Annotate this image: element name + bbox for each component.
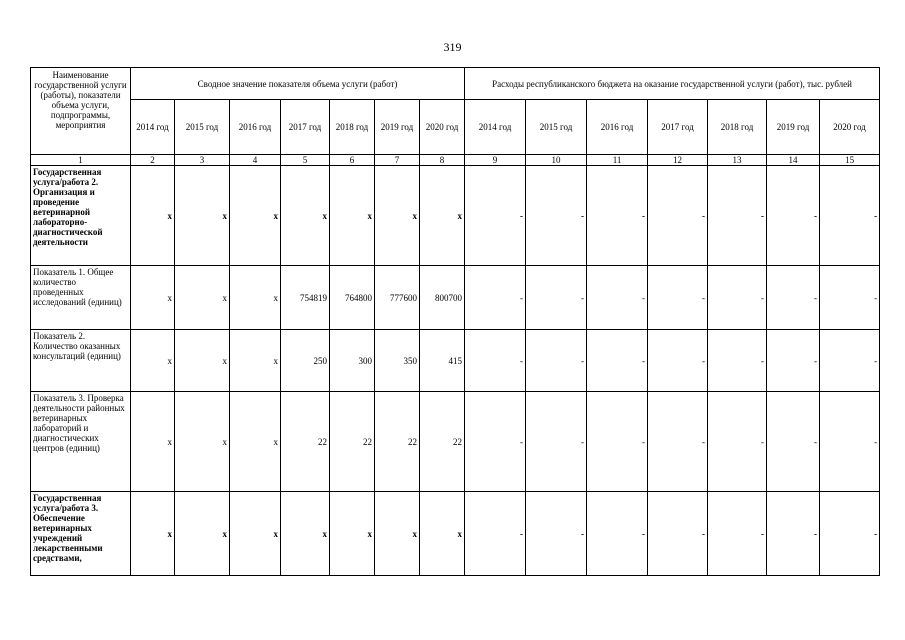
column-number: 6: [330, 155, 375, 166]
column-number: 8: [420, 155, 465, 166]
header-name-column: Наименование государственной услуги (работы), показатели объема услуги, подпрограммы, мероприятия: [31, 68, 131, 155]
column-number: 12: [648, 155, 708, 166]
table-row: [31, 166, 880, 266]
row-value: x: [230, 492, 281, 576]
row-name: Показатель 1. Общее количество проведенных исследований (единиц): [31, 266, 131, 330]
row-name: Государственная услуга/работа 3. Обеспечение ветеринарных учреждений лекарственными средствами,: [31, 492, 131, 576]
row-value: x: [230, 266, 281, 330]
budget-year-header: 2015 год: [526, 100, 587, 155]
row-value: -: [708, 166, 767, 266]
table-row: [31, 266, 880, 330]
column-number: 10: [526, 155, 587, 166]
column-number: 5: [281, 155, 330, 166]
row-value: -: [767, 492, 820, 576]
row-value: x: [230, 166, 281, 266]
row-value: -: [465, 330, 526, 392]
row-value: x: [281, 166, 330, 266]
column-numbers-row: [31, 155, 880, 166]
row-value: 754819: [281, 266, 330, 330]
row-value: x: [230, 330, 281, 392]
column-number: 2: [131, 155, 175, 166]
budget-table: [30, 67, 880, 576]
row-value: -: [708, 492, 767, 576]
column-number: 3: [175, 155, 230, 166]
budget-year-header: 2017 год: [648, 100, 708, 155]
row-value: -: [587, 330, 648, 392]
row-value: x: [420, 166, 465, 266]
row-value: 22: [281, 392, 330, 492]
budget-year-header: 2019 год: [767, 100, 820, 155]
row-value: x: [375, 492, 420, 576]
table-row: [31, 492, 880, 576]
volume-year-header: 2018 год: [330, 100, 375, 155]
row-value: 250: [281, 330, 330, 392]
column-number: 1: [31, 155, 131, 166]
row-value: -: [648, 492, 708, 576]
row-value: x: [175, 166, 230, 266]
table-row: [31, 330, 880, 392]
row-value: -: [648, 392, 708, 492]
row-value: -: [820, 492, 880, 576]
row-value: -: [526, 266, 587, 330]
row-value: 300: [330, 330, 375, 392]
row-value: 22: [375, 392, 420, 492]
row-value: x: [330, 492, 375, 576]
row-value: -: [820, 392, 880, 492]
row-value: -: [648, 166, 708, 266]
column-number: 4: [230, 155, 281, 166]
row-value: -: [708, 392, 767, 492]
row-value: -: [767, 166, 820, 266]
row-value: 22: [420, 392, 465, 492]
volume-year-header: 2019 год: [375, 100, 420, 155]
row-value: x: [131, 266, 175, 330]
header-budget-group: Расходы республиканского бюджета на оказание государственной услуги (работ), тыс. рублей: [465, 68, 880, 100]
row-value: -: [526, 330, 587, 392]
column-number: 14: [767, 155, 820, 166]
row-value: x: [175, 266, 230, 330]
row-value: -: [767, 330, 820, 392]
budget-year-header: 2016 год: [587, 100, 648, 155]
row-value: 415: [420, 330, 465, 392]
row-value: x: [420, 492, 465, 576]
volume-year-header: 2014 год: [131, 100, 175, 155]
column-number: 9: [465, 155, 526, 166]
row-value: -: [820, 166, 880, 266]
row-value: -: [465, 266, 526, 330]
row-value: 22: [330, 392, 375, 492]
column-number: 15: [820, 155, 880, 166]
row-value: x: [281, 492, 330, 576]
row-value: 777600: [375, 266, 420, 330]
row-value: x: [131, 330, 175, 392]
volume-year-header: 2015 год: [175, 100, 230, 155]
page-number: 319: [443, 40, 462, 54]
row-value: x: [175, 492, 230, 576]
row-value: x: [175, 330, 230, 392]
row-value: -: [820, 266, 880, 330]
row-value: -: [648, 330, 708, 392]
row-value: -: [648, 266, 708, 330]
row-value: x: [131, 492, 175, 576]
row-name: Показатель 3. Проверка деятельности районных ветеринарных лабораторий и диагностических центров (единиц): [31, 392, 131, 492]
volume-year-header: 2020 год: [420, 100, 465, 155]
row-value: -: [820, 330, 880, 392]
table-body: [31, 166, 880, 576]
row-name: Государственная услуга/работа 2. Организация и проведение ветеринарной лабораторно-диагностической деятельности: [31, 166, 131, 266]
row-value: x: [330, 166, 375, 266]
volume-year-header: 2016 год: [230, 100, 281, 155]
header-years-row: [31, 100, 880, 155]
volume-year-header: 2017 год: [281, 100, 330, 155]
row-value: x: [131, 392, 175, 492]
row-name: Показатель 2. Количество оказанных консультаций (единиц): [31, 330, 131, 392]
row-value: 800700: [420, 266, 465, 330]
row-value: -: [767, 266, 820, 330]
row-value: 350: [375, 330, 420, 392]
row-value: x: [131, 166, 175, 266]
budget-year-header: 2018 год: [708, 100, 767, 155]
row-value: -: [526, 166, 587, 266]
budget-year-header: 2020 год: [820, 100, 880, 155]
row-value: -: [708, 330, 767, 392]
row-value: 764800: [330, 266, 375, 330]
row-value: x: [230, 392, 281, 492]
column-number: 7: [375, 155, 420, 166]
row-value: -: [526, 392, 587, 492]
row-value: -: [526, 492, 587, 576]
row-value: x: [175, 392, 230, 492]
header-volume-group: Сводное значение показателя объема услуги (работ): [131, 68, 465, 100]
row-value: x: [375, 166, 420, 266]
row-value: -: [767, 392, 820, 492]
row-value: -: [587, 492, 648, 576]
row-value: -: [708, 266, 767, 330]
column-number: 11: [587, 155, 648, 166]
table-row: [31, 392, 880, 492]
row-value: -: [587, 166, 648, 266]
column-number: 13: [708, 155, 767, 166]
row-value: -: [465, 166, 526, 266]
row-value: -: [587, 266, 648, 330]
row-value: -: [465, 392, 526, 492]
budget-year-header: 2014 год: [465, 100, 526, 155]
row-value: -: [465, 492, 526, 576]
row-value: -: [587, 392, 648, 492]
